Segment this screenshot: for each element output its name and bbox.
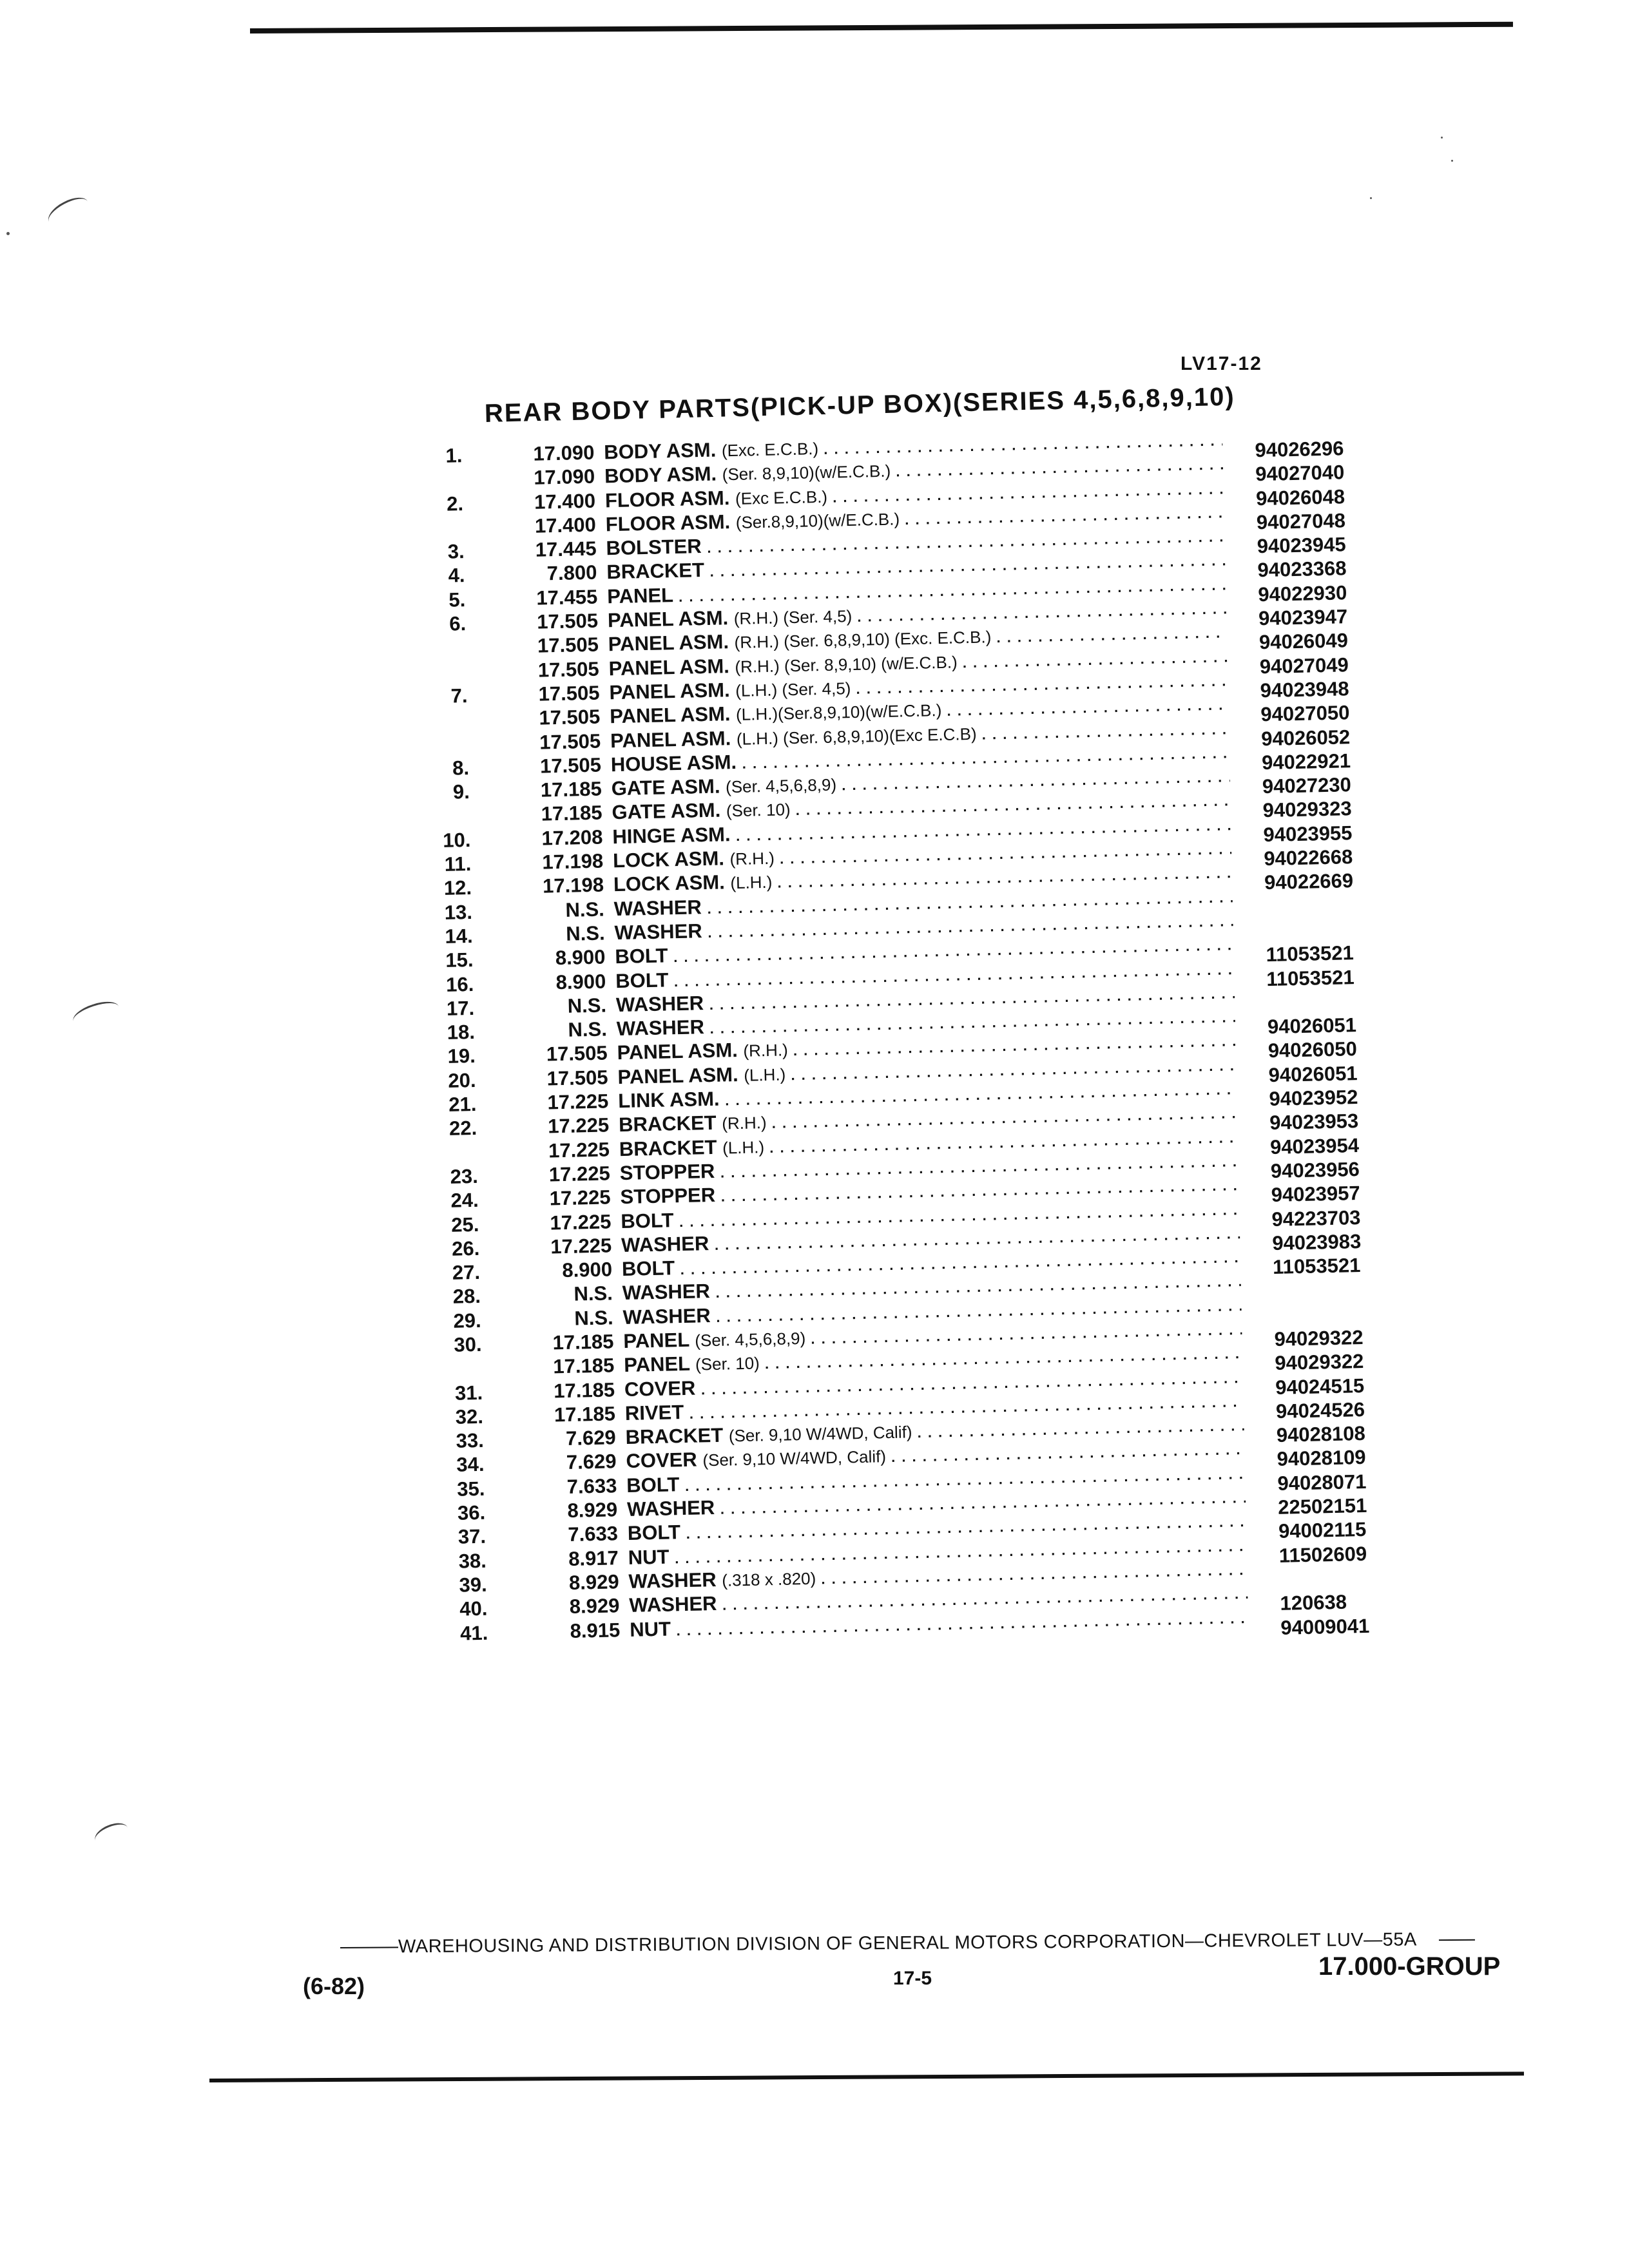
group-number: 17.225 [548, 1162, 611, 1186]
item-number: 16. [445, 972, 474, 996]
part-qualifier: (Exc. E.C.B.) [721, 439, 819, 461]
scan-mark [44, 192, 93, 231]
part-name: WASHER [615, 992, 704, 1016]
item-number: 9. [452, 780, 470, 803]
part-qualifier [707, 898, 708, 918]
footer-dash [340, 1947, 398, 1949]
group-number: 17.225 [550, 1234, 612, 1258]
footer-group: 17.000-GROUP [1318, 1952, 1501, 1981]
part-number: 94023956 [1270, 1157, 1360, 1182]
part-qualifier: (Ser. 10) [695, 1353, 760, 1374]
item-number: 7. [450, 684, 468, 707]
part-number: 11053521 [1272, 1254, 1361, 1279]
part-number: 94223703 [1271, 1206, 1361, 1231]
part-name: PANEL ASM. [617, 1039, 738, 1064]
group-number: N.S. [574, 1306, 614, 1330]
item-number: 27. [452, 1260, 481, 1284]
part-name: NUT [629, 1617, 671, 1641]
part-qualifier: (Ser. 9,10 W/4WD, Calif) [728, 1422, 912, 1446]
part-qualifier [679, 1211, 680, 1231]
part-name: WASHER [613, 895, 702, 920]
part-number: 94027049 [1259, 653, 1349, 678]
part-name: WASHER [622, 1303, 711, 1329]
item-number: 22. [448, 1117, 477, 1140]
document-code: LV17-12 [1181, 353, 1262, 374]
part-name: NUT [628, 1545, 670, 1569]
part-number [1273, 1276, 1422, 1279]
part-name: BRACKET [606, 559, 705, 584]
part-number: 94029322 [1274, 1325, 1364, 1350]
part-qualifier [707, 537, 708, 557]
group-number: N.S. [568, 1017, 608, 1041]
part-name: LOCK ASM. [612, 847, 725, 872]
part-qualifier: (Ser. 8,9,10)(w/E.C.B.) [722, 461, 891, 485]
part-number: 94023945 [1257, 533, 1347, 558]
group-number: 17.225 [548, 1138, 610, 1162]
part-number: 11053521 [1266, 965, 1354, 990]
part-name: BOLT [627, 1521, 681, 1545]
item-number: 28. [452, 1285, 481, 1309]
item-number: 26. [451, 1236, 480, 1260]
page-title: REAR BODY PARTS(PICK-UP BOX)(SERIES 4,5,6,8,9,10) [484, 382, 1236, 428]
part-qualifier [720, 1186, 721, 1206]
part-number: 94027050 [1260, 701, 1350, 726]
part-qualifier: (R.H.) [729, 848, 775, 869]
footer-dash [1439, 1939, 1475, 1941]
part-number: 94023947 [1258, 605, 1348, 630]
part-qualifier: (Ser. 9,10 W/4WD, Calif) [702, 1446, 887, 1470]
item-number: 34. [456, 1453, 485, 1477]
group-number: 17.185 [553, 1354, 615, 1378]
group-number: 8.929 [567, 1498, 618, 1523]
part-number: 94023368 [1257, 557, 1347, 582]
part-name: WASHER [622, 1280, 711, 1305]
part-qualifier: (Ser. 10) [726, 800, 791, 821]
part-number: 94028109 [1277, 1446, 1366, 1471]
part-number [1265, 916, 1413, 919]
item-number: 32. [455, 1405, 484, 1428]
part-qualifier [674, 971, 675, 990]
part-name: BOLT [626, 1472, 680, 1497]
part-name: PANEL ASM. [609, 702, 731, 728]
item-number: 25. [450, 1213, 479, 1236]
group-number: 7.633 [568, 1522, 619, 1546]
part-number: 94022921 [1261, 749, 1351, 774]
group-number: 17.505 [538, 681, 600, 706]
group-number: 17.505 [539, 753, 602, 778]
part-name: WASHER [614, 919, 703, 945]
group-number: 17.185 [552, 1330, 614, 1354]
group-number: 17.185 [553, 1378, 615, 1402]
part-number: 94029322 [1275, 1350, 1364, 1375]
part-qualifier [701, 1379, 702, 1398]
part-number: 94029323 [1262, 797, 1352, 822]
group-number: 8.929 [569, 1594, 620, 1619]
part-name: PANEL ASM. [610, 726, 731, 752]
part-number: 94023948 [1260, 677, 1349, 702]
part-number: 94026051 [1268, 1061, 1358, 1086]
item-number: 33. [456, 1428, 485, 1452]
part-name: WASHER [628, 1568, 717, 1593]
part-qualifier: (R.H.) (Ser. 4,5) [733, 606, 853, 629]
item-number: 8. [452, 756, 470, 780]
part-name: BOLT [621, 1256, 675, 1281]
part-name: RIVET [624, 1400, 684, 1425]
group-number: 17.185 [554, 1402, 616, 1427]
group-number: 8.917 [568, 1546, 619, 1570]
part-qualifier: (L.H.) [743, 1064, 786, 1085]
part-number [1273, 1300, 1422, 1303]
part-number: 94022669 [1264, 869, 1354, 894]
part-number: 94026049 [1258, 629, 1349, 654]
item-number: 29. [453, 1309, 482, 1332]
part-name: WASHER [626, 1496, 715, 1521]
part-name: BOLT [615, 968, 669, 992]
item-number: 5. [448, 588, 466, 611]
group-number: 17.505 [537, 633, 599, 658]
item-number: 35. [456, 1477, 485, 1501]
item-number: 30. [454, 1332, 482, 1356]
part-name: STOPPER [620, 1184, 716, 1209]
part-name: BODY ASM. [603, 438, 717, 464]
scan-speck [6, 232, 10, 235]
part-name: WASHER [616, 1015, 705, 1041]
part-name: GATE ASM. [611, 774, 720, 800]
group-number: 8.915 [570, 1618, 621, 1642]
part-number: 94024515 [1275, 1374, 1365, 1399]
group-number: 17.505 [546, 1066, 608, 1090]
item-number: 17. [446, 996, 475, 1020]
part-qualifier: (L.H.) (Ser. 4,5) [735, 678, 851, 700]
group-number: 17.505 [539, 705, 601, 729]
part-number: 94024526 [1275, 1398, 1365, 1423]
item-number: 13. [444, 900, 473, 924]
footer-publisher-text: WAREHOUSING AND DISTRIBUTION DIVISION OF GENERAL MOTORS CORPORATION—CHEVROLET LUV—55A [398, 1929, 1417, 1957]
part-qualifier: (R.H.) (Ser. 8,9,10) (w/E.C.B.) [735, 652, 958, 677]
item-number: 15. [445, 948, 474, 972]
group-number: 8.900 [562, 1258, 613, 1282]
part-qualifier: (Ser.8,9,10)(w/E.C.B.) [735, 509, 900, 532]
group-number: 17.505 [546, 1041, 608, 1066]
group-number: 17.198 [541, 849, 604, 874]
item-number: 14. [445, 924, 474, 948]
part-number: 94026051 [1267, 1014, 1357, 1039]
item-number: 24. [450, 1189, 479, 1213]
group-number: 17.455 [536, 585, 598, 610]
part-name: BRACKET [625, 1423, 724, 1449]
part-qualifier [685, 1475, 686, 1495]
part-name: HINGE ASM. [612, 822, 731, 848]
part-number: 94023952 [1269, 1086, 1358, 1111]
part-qualifier [676, 1620, 677, 1639]
part-qualifier: (L.H.) [730, 872, 773, 893]
part-number: 94009041 [1280, 1614, 1370, 1639]
item-number: 6. [448, 612, 467, 635]
part-qualifier [736, 825, 737, 845]
scan-mark [92, 1819, 131, 1849]
part-name: PANEL [623, 1352, 690, 1377]
part-qualifier: (R.H.) [721, 1113, 767, 1133]
group-number: 17.400 [534, 489, 596, 514]
part-number: 94002115 [1278, 1518, 1367, 1543]
part-qualifier [709, 561, 710, 581]
item-number: 10. [442, 828, 471, 852]
item-number: 18. [447, 1021, 476, 1044]
group-number: 17.225 [547, 1113, 610, 1138]
part-name: HOUSE ASM. [610, 750, 737, 776]
part-number [1267, 988, 1415, 991]
part-number: 94027230 [1262, 773, 1352, 798]
item-number: 40. [459, 1597, 488, 1620]
part-qualifier: (L.H.) (Ser. 6,8,9,10)(Exc E.C.B) [736, 724, 977, 749]
group-number: 17.198 [542, 873, 604, 898]
part-name: BOLT [620, 1208, 674, 1233]
group-number: 7.633 [566, 1474, 617, 1498]
part-number: 94023954 [1269, 1133, 1360, 1158]
footer-page-number: 17-5 [893, 1968, 932, 1989]
group-number: 8.900 [555, 945, 606, 970]
item-number: 20. [448, 1068, 476, 1092]
group-number: 7.629 [565, 1426, 617, 1450]
part-name: PANEL ASM. [607, 606, 729, 632]
part-qualifier [673, 947, 674, 966]
item-number: 2. [446, 492, 464, 515]
item-number: 21. [448, 1092, 477, 1116]
item-number: 39. [459, 1573, 488, 1597]
footer-date: (6-82) [303, 1973, 365, 1999]
footer-publisher [340, 1929, 1475, 1958]
part-number: 94023957 [1271, 1182, 1361, 1207]
part-qualifier: (L.H.) [722, 1137, 765, 1158]
group-number: 17.225 [549, 1186, 611, 1210]
item-number: 38. [458, 1549, 487, 1573]
part-number: 94023983 [1271, 1229, 1362, 1254]
part-name: FLOOR ASM. [605, 510, 731, 536]
top-rule [250, 22, 1513, 34]
item-number: 36. [457, 1501, 486, 1524]
part-number: 94027040 [1255, 461, 1345, 486]
part-number: 94026050 [1268, 1037, 1358, 1062]
group-number: 17.185 [540, 777, 602, 802]
group-number: 7.629 [566, 1450, 617, 1474]
group-number: 17.445 [535, 537, 597, 561]
part-number: 11502609 [1278, 1542, 1367, 1567]
part-number: 94023955 [1263, 821, 1353, 846]
part-qualifier [722, 1595, 723, 1614]
group-number: 17.505 [536, 609, 599, 633]
part-qualifier [709, 1018, 710, 1037]
group-number: 17.225 [550, 1209, 612, 1234]
part-number: 94026052 [1260, 725, 1351, 750]
part-qualifier [720, 1162, 721, 1182]
part-name: BOLT [615, 944, 668, 968]
item-number: 31. [454, 1381, 483, 1405]
part-name: FLOOR ASM. [604, 486, 730, 512]
item-number: 4. [448, 564, 465, 588]
part-name: LINK ASM. [617, 1087, 720, 1113]
part-number: 11053521 [1266, 941, 1354, 966]
part-name: LOCK ASM. [613, 870, 726, 896]
part-number: 94026296 [1255, 437, 1344, 462]
item-number: 1. [445, 444, 463, 467]
part-name: WASHER [621, 1231, 709, 1256]
part-name: PANEL ASM. [609, 678, 730, 704]
part-name: BOLSTER [606, 535, 702, 560]
part-number: 94028071 [1277, 1470, 1367, 1495]
scan-speck [1441, 137, 1443, 139]
group-number: 17.090 [533, 465, 595, 490]
part-qualifier [716, 1307, 717, 1326]
part-number: 94028108 [1276, 1422, 1366, 1447]
item-number: 12. [443, 876, 472, 900]
item-number: 23. [450, 1164, 479, 1188]
part-number [1265, 892, 1413, 895]
part-name: COVER [624, 1376, 696, 1401]
part-number: 94023953 [1269, 1110, 1359, 1135]
item-number: 11. [444, 852, 472, 876]
group-number: 17.090 [533, 441, 595, 465]
part-qualifier [725, 1090, 726, 1110]
item-number: 19. [447, 1044, 476, 1068]
part-qualifier: (.318 x .820) [721, 1568, 816, 1590]
parts-list [407, 423, 1432, 1646]
group-number: 8.900 [555, 970, 606, 994]
part-name: PANEL [623, 1328, 689, 1352]
part-name: BODY ASM. [604, 462, 717, 488]
part-qualifier: (L.H.)(Ser.8,9,10)(w/E.C.B.) [735, 700, 942, 725]
group-number: N.S. [565, 898, 605, 921]
group-number: 17.185 [541, 801, 602, 826]
part-qualifier: (Ser. 4,5,6,8,9) [725, 774, 837, 797]
part-qualifier [715, 1282, 716, 1302]
part-name: PANEL [606, 583, 673, 608]
part-number: 94022668 [1263, 845, 1353, 870]
group-number: 17.225 [547, 1090, 609, 1114]
part-name: BRACKET [618, 1111, 717, 1137]
group-number: N.S. [574, 1282, 613, 1306]
item-number: 3. [447, 540, 465, 563]
part-name: PANEL ASM. [608, 654, 730, 680]
scan-speck [1370, 197, 1372, 199]
part-name: GATE ASM. [612, 798, 721, 824]
part-name: BRACKET [619, 1135, 717, 1160]
scan-mark [70, 997, 122, 1030]
part-name: PANEL ASM. [617, 1062, 738, 1088]
group-number: 17.505 [537, 657, 600, 682]
part-number [1279, 1564, 1427, 1568]
group-number: 8.929 [568, 1570, 619, 1594]
part-name: PANEL ASM. [608, 630, 729, 656]
group-number: 17.505 [539, 729, 601, 754]
part-name: WASHER [629, 1592, 717, 1617]
part-number: 94026048 [1255, 485, 1345, 510]
scan-speck [1451, 160, 1453, 162]
part-number: 120638 [1280, 1590, 1347, 1615]
group-number: 17.400 [534, 513, 597, 537]
item-number: 41. [459, 1621, 488, 1645]
part-number: 22502151 [1277, 1494, 1367, 1519]
part-name: COVER [626, 1448, 698, 1473]
group-number: N.S. [565, 921, 605, 945]
part-qualifier: (Exc E.C.B.) [735, 486, 828, 508]
part-name: STOPPER [619, 1159, 715, 1184]
group-number: N.S. [567, 994, 607, 1017]
part-qualifier: (Ser. 4,5,6,8,9) [694, 1328, 806, 1350]
group-number: 7.800 [546, 561, 597, 585]
part-number: 94027048 [1256, 509, 1346, 534]
item-number: 37. [458, 1525, 487, 1549]
bottom-rule [209, 2071, 1524, 2082]
part-number: 94022930 [1258, 581, 1347, 606]
part-qualifier: (R.H.) (Ser. 6,8,9,10) (Exc. E.C.B.) [734, 627, 992, 653]
part-qualifier: (R.H.) [743, 1040, 789, 1061]
group-number: 17.208 [541, 825, 603, 850]
part-qualifier [720, 1499, 721, 1518]
